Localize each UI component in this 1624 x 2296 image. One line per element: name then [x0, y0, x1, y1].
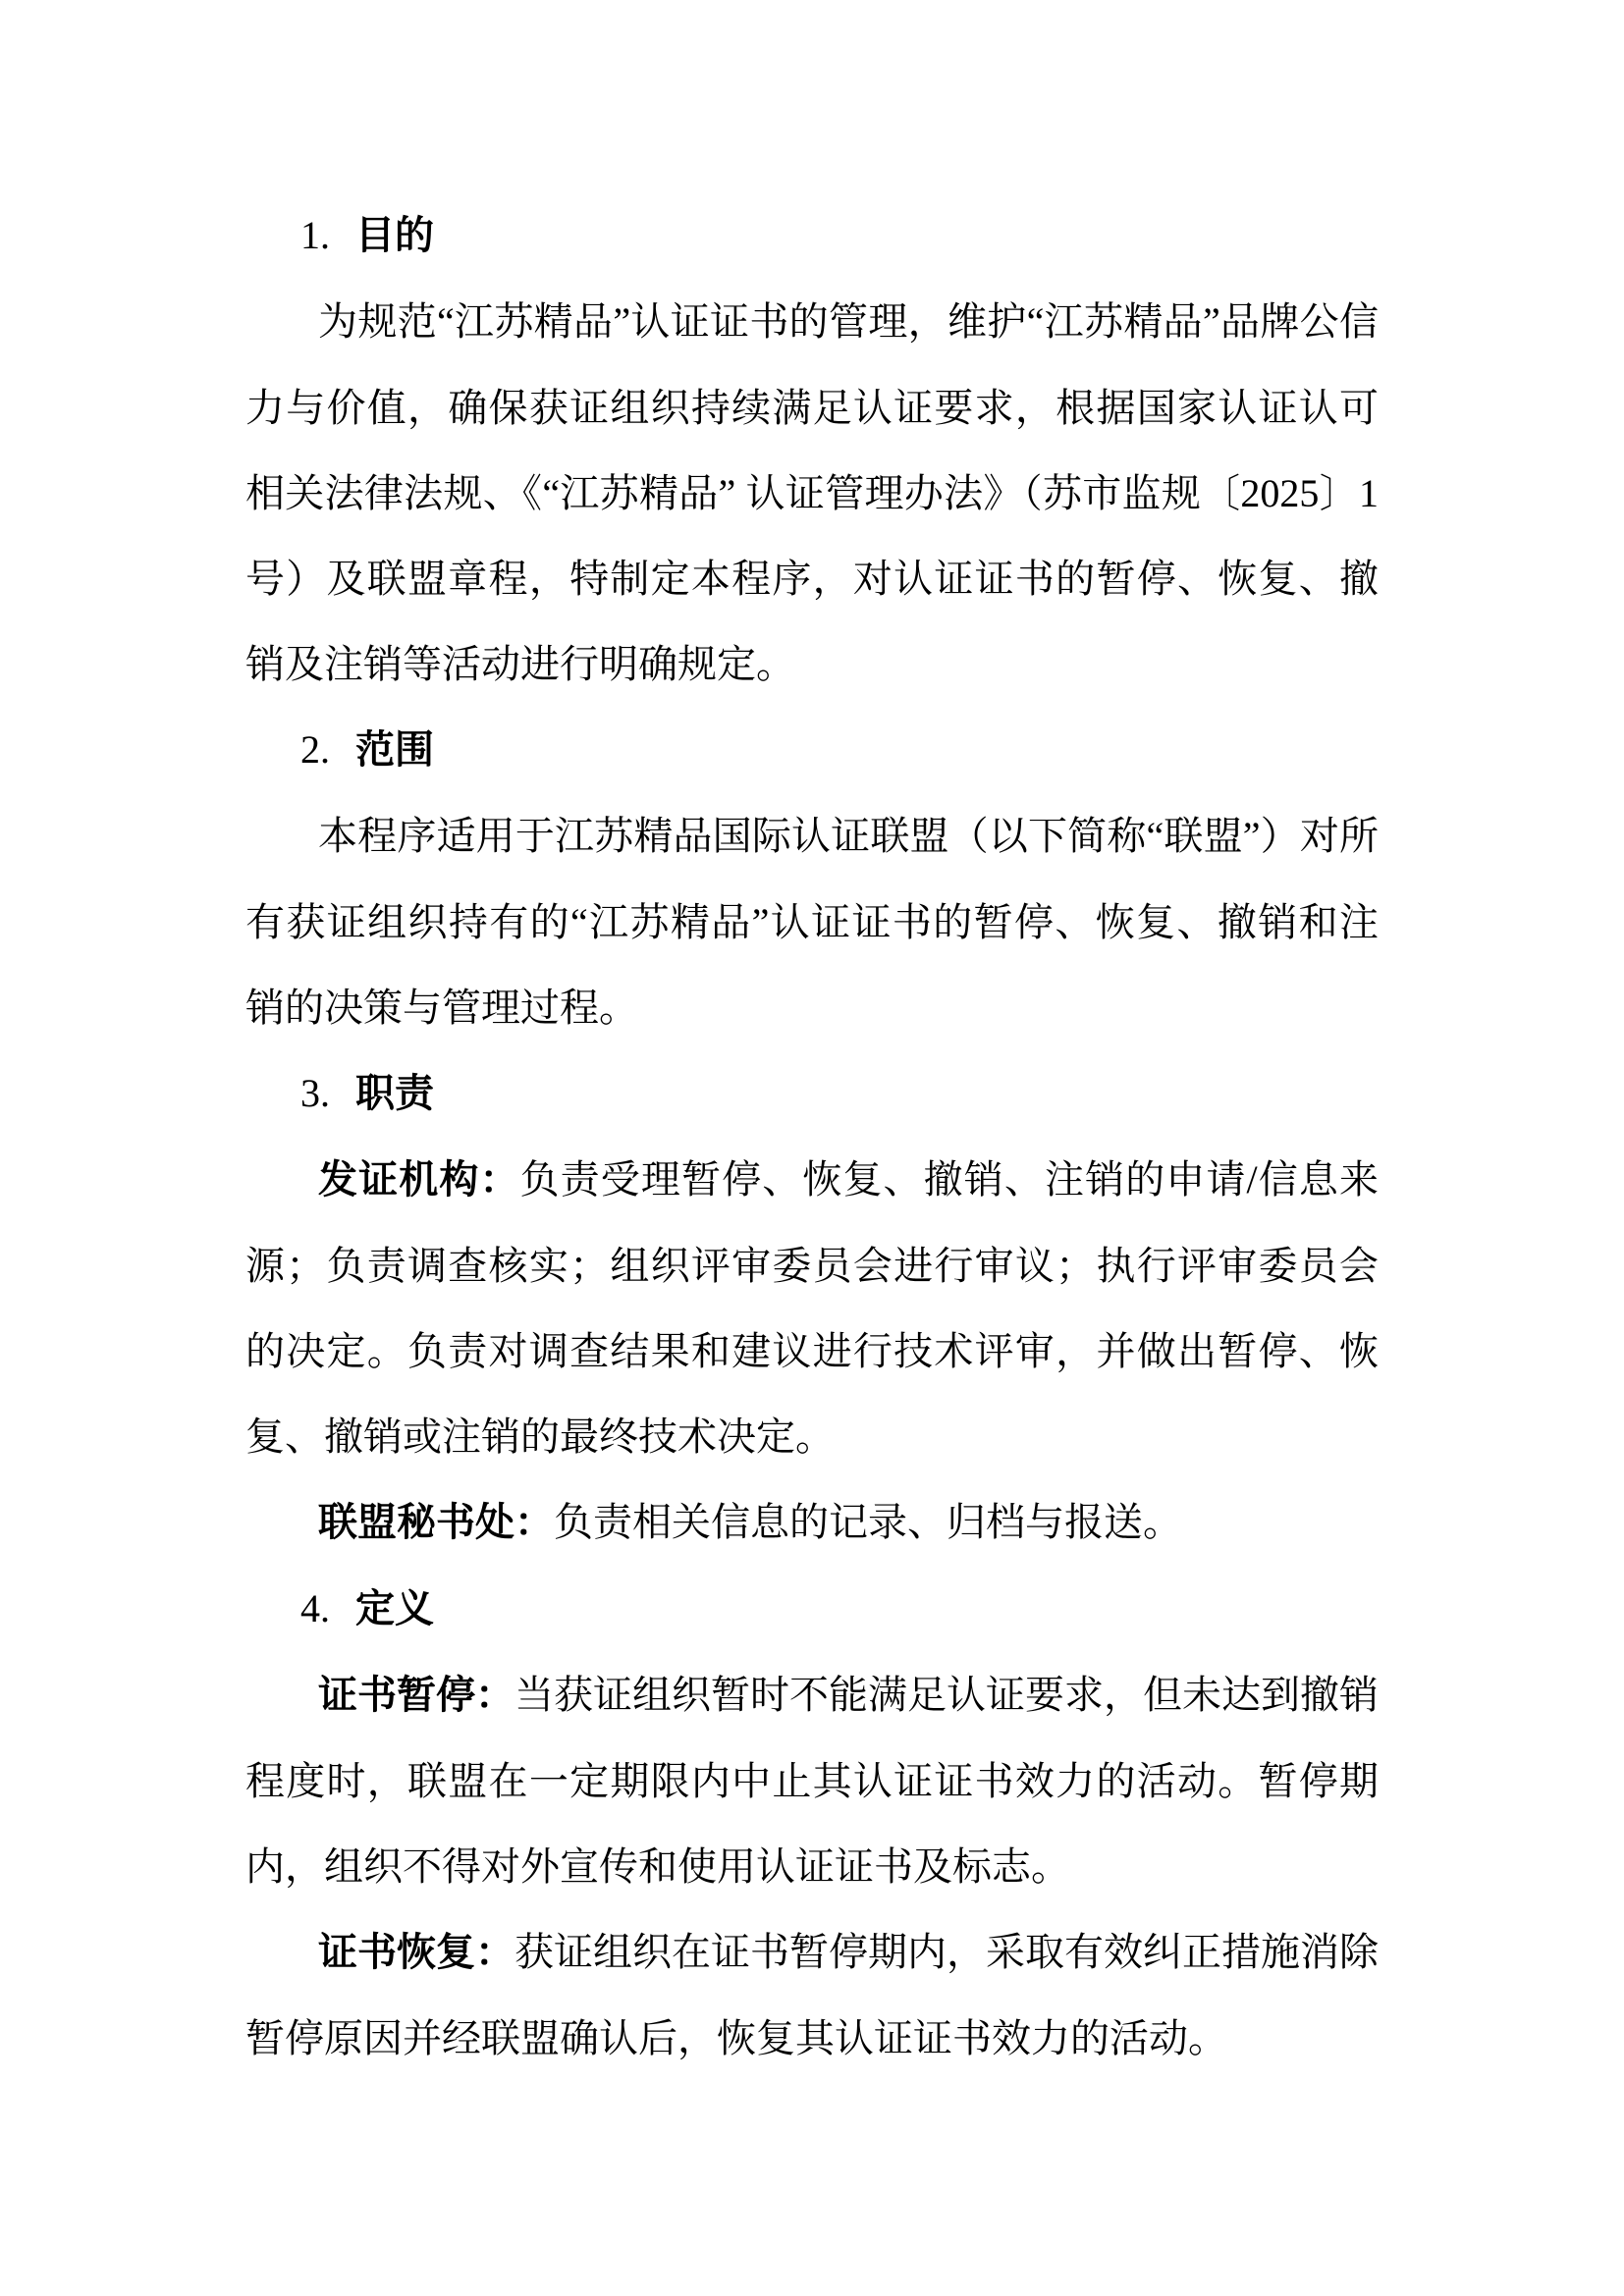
section-3-paragraph-2 [245, 1479, 1379, 1566]
section-3-heading [245, 1050, 1379, 1137]
paragraph-text: 负责受理暂停、恢复、撤销、注销的申请/信息来源；负责调查核实；组织评审委员会进行审议；执行评审委员会的决定。负责对调查结果和建议进行技术评审，并做出暂停、恢复、撤销或注销的最终技术决定。 [245, 1157, 1379, 1459]
paragraph-label: 联盟秘书处： [318, 1501, 554, 1544]
section-2-title: 范围 [355, 728, 434, 772]
section-4-title: 定义 [355, 1587, 434, 1630]
paragraph-label: 证书恢复： [318, 1931, 514, 1974]
section-3-title: 职责 [355, 1072, 434, 1115]
section-4-paragraph-1 [245, 1652, 1379, 1909]
paragraph-text: 负责相关信息的记录、归档与报送。 [554, 1500, 1182, 1544]
section-1-title: 目的 [355, 214, 434, 257]
section-4-heading [245, 1566, 1379, 1652]
section-4-number: 4. [300, 1586, 330, 1630]
paragraph-text: 为规范“江苏精品”认证证书的管理，维护“江苏精品”品牌公信力与价值，确保获证组织持续满足认证要求，根据国家认证认可相关法律法规、《“江苏精品” 认证管理办法》（苏市监规〔2025〕1号）及联盟章程，特制定本程序，对认证证书的暂停、恢复、撤销及注销等活动进行明确规定。 [245, 299, 1379, 686]
section-3-number: 3. [300, 1071, 330, 1115]
section-2-heading [245, 707, 1379, 793]
paragraph-text: 获证组织在证书暂停期内，采取有效纠正措施消除暂停原因并经联盟确认后，恢复其认证证书效力的活动。 [245, 1930, 1379, 2060]
paragraph-label: 发证机构： [318, 1158, 520, 1201]
section-1-number: 1. [300, 213, 330, 257]
section-3-paragraph-1 [245, 1137, 1379, 1479]
section-1-heading [245, 192, 1379, 279]
paragraph-label: 证书暂停： [318, 1674, 514, 1717]
section-2-paragraph-1 [245, 793, 1379, 1050]
paragraph-text: 本程序适用于江苏精品国际认证联盟（以下简称“联盟”）对所有获证组织持有的“江苏精品”认证证书的暂停、恢复、撤销和注销的决策与管理过程。 [245, 814, 1379, 1030]
section-4-paragraph-2 [245, 1909, 1379, 2081]
paragraph-text: 当获证组织暂时不能满足认证要求，但未达到撤销程度时，联盟在一定期限内中止其认证证书效力的活动。暂停期内，组织不得对外宣传和使用认证证书及标志。 [245, 1673, 1379, 1889]
section-1-paragraph-1 [245, 279, 1379, 707]
section-2-number: 2. [300, 727, 330, 772]
